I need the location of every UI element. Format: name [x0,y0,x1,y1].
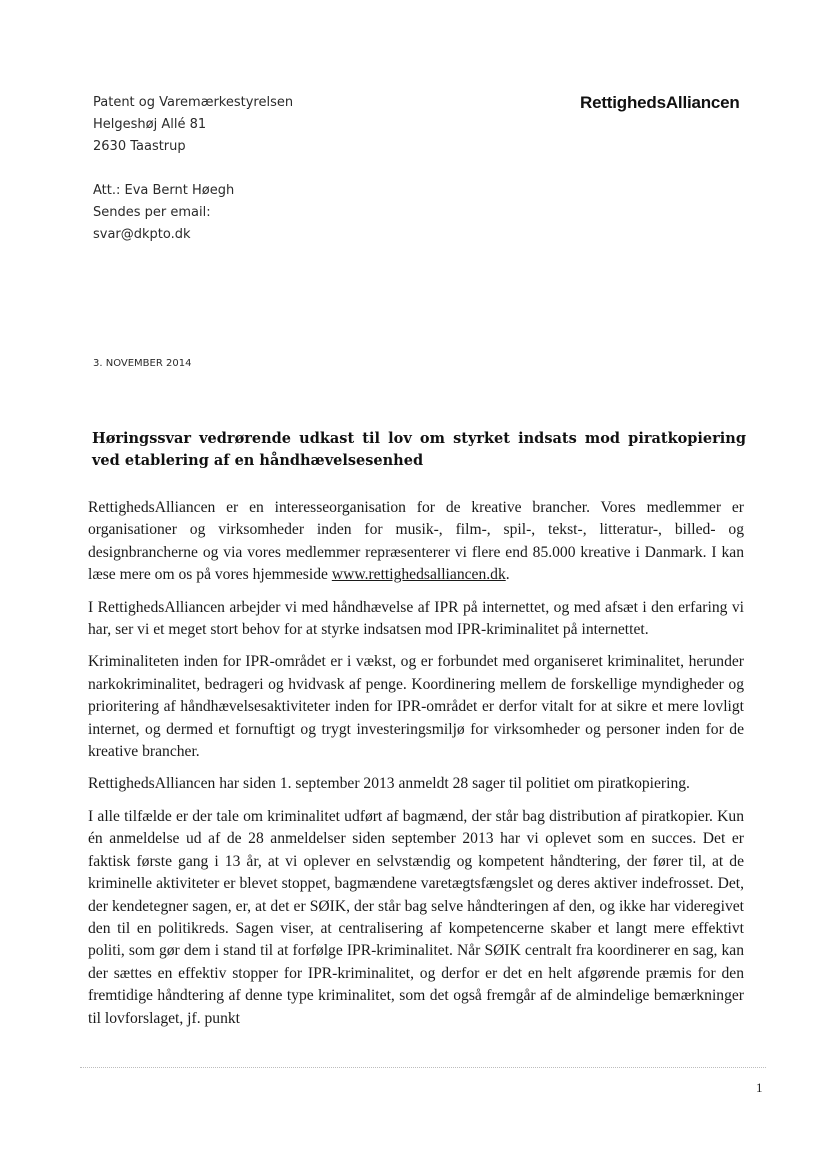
page-divider [80,1067,766,1068]
letter-title: Høringssvar vedrørende udkast til lov om styrket indsats mod piratkopiering ved etablering af en håndhævelsesenhed [92,430,746,469]
page-number: 1 [756,1080,763,1095]
letter-body [88,497,744,1040]
paragraph-enforcement: I RettighedsAlliancen arbejder vi med håndhævelse af IPR på internettet, og med afsæt i den erfaring vi har, ser vi et meget stort behov for at styrke indsatsen mod IPR-kriminalitet på internettet. [88,598,744,639]
paragraph-criminality: Kriminaliteten inden for IPR-området er i vækst, og er forbundet med organiseret kriminalitet, herunder narkokriminalitet, bedrageri og hvidvask af penge. Koordinering mellem de forskellige myndigheder og prioritering af håndhævelsesaktiviteter inden for IPR-området er derfor vitalt for at sikre et mere lovligt internet, og dermed et fornuftigt og trygt investeringsmiljø for virksomheder og personer inden for de kreative brancher. [88,653,744,761]
address-spacer [93,158,293,180]
paragraph-intro [88,497,744,587]
recipient-name: Patent og Varemærkestyrelsen [93,95,294,110]
letter-date: 3. NOVEMBER 2014 [93,358,192,369]
send-note: Sendes per email: [93,205,211,220]
recipient-street: Helgeshøj Allé 81 [93,117,207,132]
recipient-email: svar@dkpto.dk [93,227,191,242]
website-link[interactable]: www.rettighedsalliancen.dk [331,566,506,584]
paragraph-reports: RettighedsAlliancen har siden 1. september 2013 anmeldt 28 sager til politiet om piratkopiering. [88,775,690,793]
organization-logo: RettighedsAlliancen [580,93,740,112]
recipient-address [93,92,293,246]
recipient-attention: Att.: Eva Bernt Høegh [93,183,235,198]
recipient-city: 2630 Taastrup [93,139,186,154]
paragraph-cases: I alle tilfælde er der tale om kriminalitet udført af bagmænd, der står bag distribution af piratkopier. Kun én anmeldelse ud af de 28 anmeldelser siden september 2013 har vi oplevet som en succes. Det er faktisk første gang i 13 år, at vi oplever en selvstændig og kompetent håndtering, der fører til, at de kriminelle aktiviteter er blevet stoppet, bagmændene varetægtsfængslet og deres aktiver indefrosset. Det, der kendetegner sagen, er, at det er SØIK, der står bag selve håndteringen af den, og ikke har videregivet den til en politikreds. Sagen viser, at centralisering af kompetencerne skaber et langt mere effektivt politi, som gør dem i stand til at forfølge IPR-kriminalitet. Når SØIK centralt fra koordinerer en sag, kan der sættes en effektiv stopper for IPR-kriminalitet, og derfor er det en helt afgørende præmis for den fremtidige håndtering af denne type kriminalitet, som det også fremgår af de almindelige bemærkninger til lovforslaget, jf. punkt [88,807,744,1027]
paragraph-intro-text: RettighedsAlliancen er en interesseorganisation for de kreative brancher. Vores medlemmer er organisationer og virksomheder inden for musik-, film-, spil-, tekst-, litteratur-, billed- og designbrancherne og via vores medlemmer repræsenterer vi flere end 85.000 kreative i Danmark. I kan læse mere om os på vores hjemmeside [88,499,744,584]
paragraph-intro-end: . [505,566,510,584]
